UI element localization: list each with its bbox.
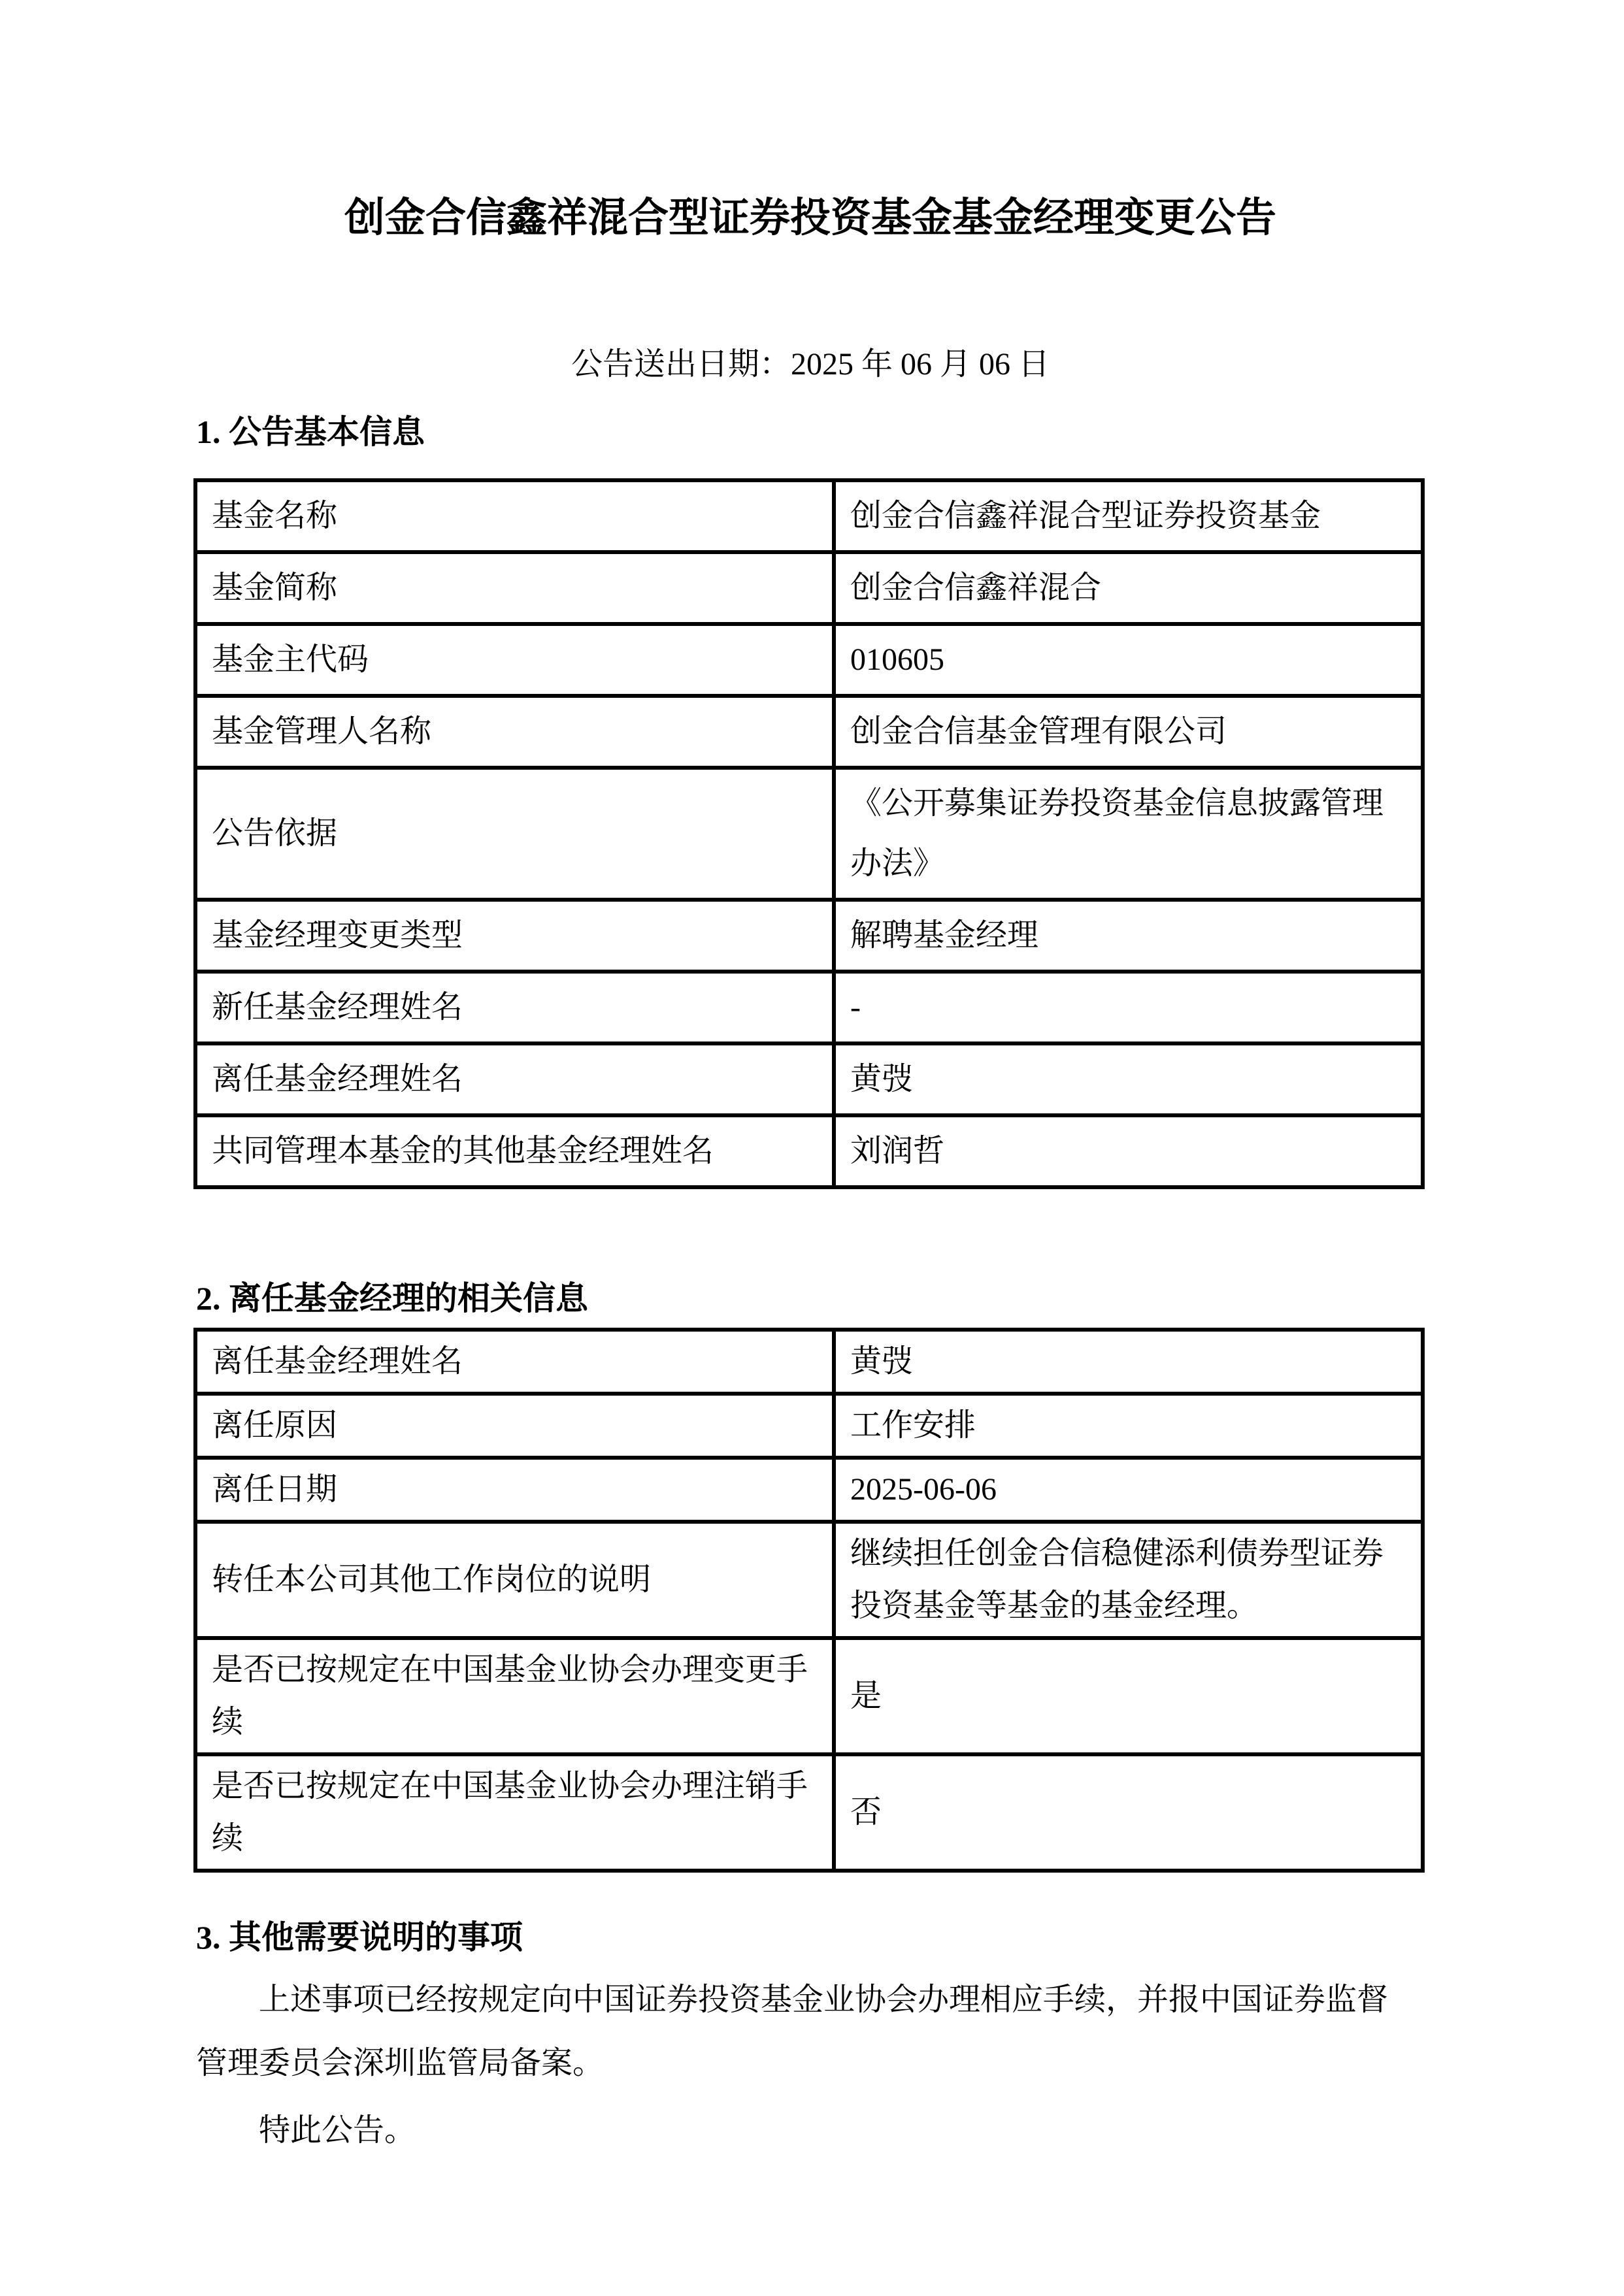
- row-label: 基金管理人名称: [195, 696, 834, 768]
- basic-info-table: [193, 478, 1425, 1189]
- table-row: [195, 1458, 1423, 1522]
- table-row: [195, 1115, 1423, 1187]
- row-value: 工作安排: [834, 1394, 1423, 1458]
- row-value: 否: [834, 1754, 1423, 1871]
- table-row: [195, 1522, 1423, 1638]
- table-row: [195, 552, 1423, 624]
- table-row: [195, 768, 1423, 900]
- section2-heading: 2. 离任基金经理的相关信息: [196, 1280, 588, 1317]
- row-value: 创金合信鑫祥混合型证券投资基金: [834, 480, 1423, 552]
- row-label: 离任基金经理姓名: [195, 1043, 834, 1115]
- row-label: 离任日期: [195, 1458, 834, 1522]
- row-value: 是: [834, 1638, 1423, 1754]
- row-value: 创金合信基金管理有限公司: [834, 696, 1423, 768]
- table-row: [195, 624, 1423, 696]
- table-row: [195, 972, 1423, 1043]
- row-label: 共同管理本基金的其他基金经理姓名: [195, 1115, 834, 1187]
- row-label: 是否已按规定在中国基金业协会办理变更手续: [195, 1638, 834, 1754]
- departure-info-table: [193, 1328, 1425, 1873]
- row-value: 010605: [834, 624, 1423, 696]
- hereby-announced-paragraph: 特此公告。: [259, 2113, 416, 2148]
- section3-heading: 3. 其他需要说明的事项: [196, 1919, 523, 1956]
- section1-heading: 1. 公告基本信息: [196, 414, 425, 450]
- row-label: 基金简称: [195, 552, 834, 624]
- row-value: 《公开募集证券投资基金信息披露管理办法》: [834, 768, 1423, 900]
- row-label: 新任基金经理姓名: [195, 972, 834, 1043]
- document-title: 创金合信鑫祥混合型证券投资基金基金经理变更公告: [344, 196, 1276, 240]
- row-value: 继续担任创金合信稳健添利债券型证券投资基金等基金的基金经理。: [834, 1522, 1423, 1638]
- table-row: [195, 900, 1423, 972]
- row-label: 转任本公司其他工作岗位的说明: [195, 1522, 834, 1638]
- table-row: [195, 1638, 1423, 1754]
- row-value: -: [834, 972, 1423, 1043]
- row-label: 基金名称: [195, 480, 834, 552]
- row-value: 解聘基金经理: [834, 900, 1423, 972]
- row-value: 黄弢: [834, 1043, 1423, 1115]
- filing-statement-paragraph: 上述事项已经按规定向中国证券投资基金业协会办理相应手续，并报中国证券监督管理委员会深圳监管局备案。: [196, 1982, 1389, 2080]
- table-row: [195, 480, 1423, 552]
- row-label: 离任基金经理姓名: [195, 1330, 834, 1394]
- row-label: 公告依据: [195, 768, 834, 900]
- row-value: 黄弢: [834, 1330, 1423, 1394]
- table-row: [195, 1754, 1423, 1871]
- table-row: [195, 1394, 1423, 1458]
- table-row: [195, 696, 1423, 768]
- row-label: 离任原因: [195, 1394, 834, 1458]
- row-label: 基金经理变更类型: [195, 900, 834, 972]
- row-value: 2025-06-06: [834, 1458, 1423, 1522]
- row-label: 是否已按规定在中国基金业协会办理注销手续: [195, 1754, 834, 1871]
- row-value: 刘润哲: [834, 1115, 1423, 1187]
- row-label: 基金主代码: [195, 624, 834, 696]
- table-row: [195, 1330, 1423, 1394]
- table-row: [195, 1043, 1423, 1115]
- row-value: 创金合信鑫祥混合: [834, 552, 1423, 624]
- announcement-date-line: 公告送出日期：2025 年 06 月 06 日: [571, 347, 1050, 382]
